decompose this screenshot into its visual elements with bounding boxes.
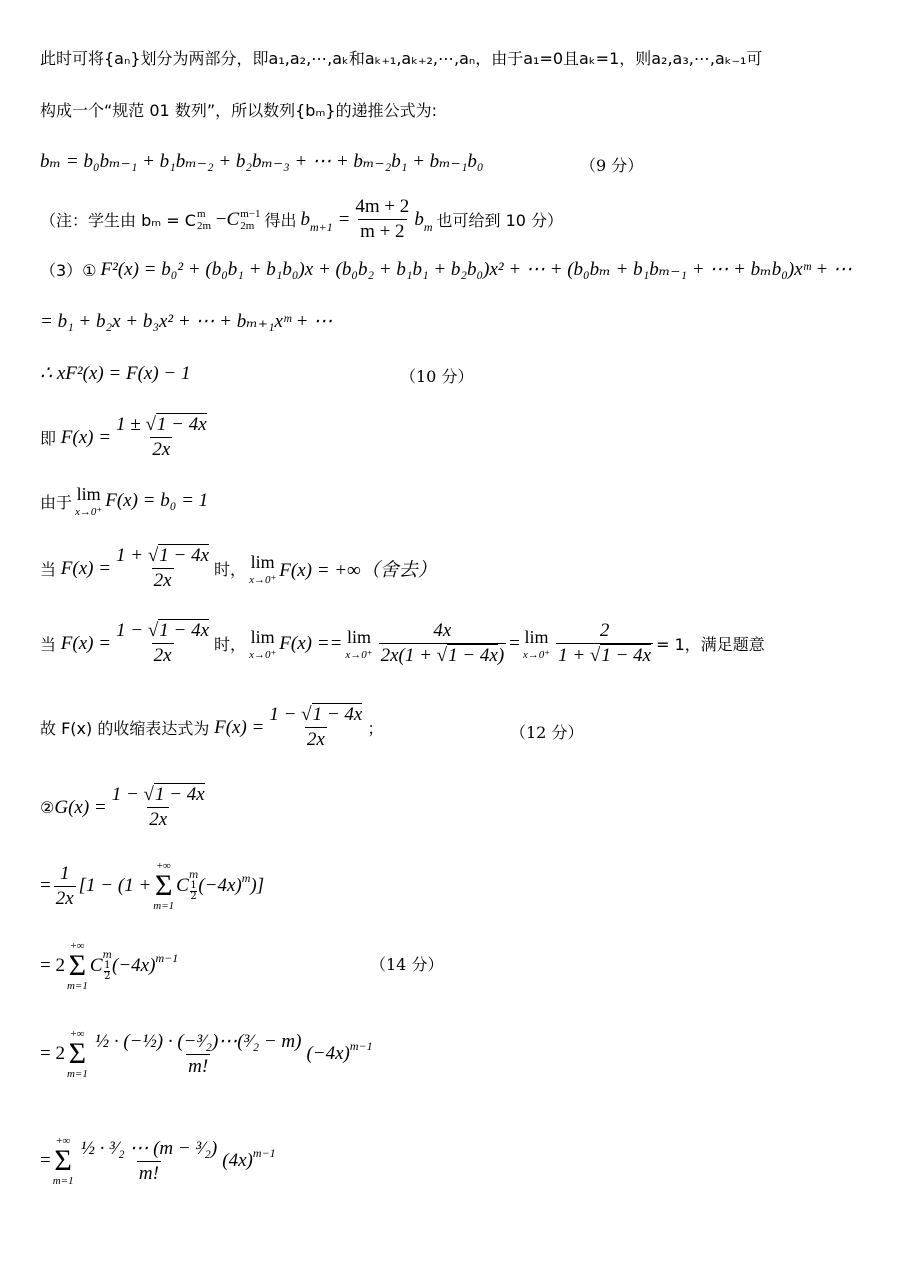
g-expansion-2: = 2 +∞ Σ m=1 C m 1 2 $(-4x)^{m-1}$ <box>40 940 179 992</box>
note-line: （注：学生由 bₘ = C m 2m − C m−1 2m 得出 $b_{m+1}$ = $\frac{4m + 2}{m + 2}$ $b_m$ 也可给到 10 分） <box>40 196 564 242</box>
solution-fraction: $\frac{1 \pm √1 - 4x}{2x}$ <box>116 414 207 460</box>
limit-condition <box>40 484 208 518</box>
sum-symbol-1: +∞ Σ m=1 <box>153 860 175 912</box>
g-expansion-3: = 2 +∞ Σ m=1 $\frac{\text{½ · (−½) · (−³⁄₂)⋯(³⁄₂ − m)}}{m!}$ $(-4x)^{m-1}$ <box>40 1028 373 1080</box>
case-plus: 当 F(x) = $\frac{1 + √1 - 4x}{2x}$ 时， lim x→0⁺ F(x) = +∞（舍去） <box>40 545 437 591</box>
f-squared-text: F²(x) = b₀² + (b₀b₁ + b₁b₀)x + (b₀b₂ + b₁b₁ + b₂b₀)x² + ⋯ + (b₀bₘ + b₁bₘ₋₁ + ⋯ + bₘb₀)xᵐ + ⋯ <box>100 259 852 280</box>
case-minus-prefix: 当 <box>40 635 57 654</box>
g-fraction: $\frac{1 - √1 - 4x}{2x}$ <box>111 784 205 830</box>
part-2-label: ② <box>40 798 55 817</box>
score-12: （12 分） <box>510 723 584 742</box>
case-plus-mid: 时， <box>214 560 247 579</box>
score-14: （14 分） <box>370 955 444 974</box>
g-expansion-1: = $\frac{1}{2x}$ [1 − (1 + +∞ Σ m=1 C m 1 2 $(-4x)^m$)] <box>40 860 265 912</box>
recurrence-formula <box>40 150 484 173</box>
sum-symbol-3: +∞ Σ m=1 <box>66 1028 88 1080</box>
minus-fraction: $\frac{1 - √1 - 4x}{2x}$ <box>116 620 210 666</box>
line-1 <box>40 46 762 69</box>
conclusion-fraction: $\frac{1 - √1 - 4x}{2x}$ <box>269 704 363 750</box>
limit-condition-prefix: 由于 <box>40 492 73 512</box>
binomial-2m-m: m 2m <box>196 207 212 232</box>
line-2-text: 构成一个“规范 01 数列”，所以数列{bₘ}的递推公式为: <box>40 101 437 120</box>
plus-fraction: $\frac{1 + √1 - 4x}{2x}$ <box>116 545 210 591</box>
series-line <box>40 310 332 333</box>
product-fraction-2: $\frac{\text{½ · ³⁄₂ ⋯ (m − ³⁄₂)}}{m!}$ <box>80 1138 218 1184</box>
recurrence-text: bₘ = b₀bₘ₋₁ + b₁bₘ₋₂ + b₂bₘ₋₃ + ⋯ + bₘ₋₂b₁ + bₘ₋₁b₀ <box>40 151 484 172</box>
functional-equation-text: ∴ xF²(x) = F(x) − 1 <box>40 363 191 384</box>
binomial-2m-m-1: C m−1 2m <box>226 207 261 232</box>
solution-prefix: 即 <box>40 429 57 448</box>
g-definition: ② G(x) = $\frac{1 - √1 - 4x}{2x}$ <box>40 784 205 830</box>
score-10: （10 分） <box>400 367 474 386</box>
functional-equation <box>40 362 191 385</box>
limit-symbol-4: lim x→0⁺ <box>345 626 373 661</box>
note-suffix: 也可给到 10 分） <box>436 211 564 230</box>
conclusion-line: 故 F(x) 的收缩表达式为 F(x) = $\frac{1 - √1 - 4x}{2x}$ ； <box>40 704 384 750</box>
product-fraction-1: $\frac{\text{½ · (−½) · (−³⁄₂)⋯(³⁄₂ − m)}}{m!}$ <box>94 1031 302 1077</box>
case-minus-mid: 时， <box>214 635 247 654</box>
conclusion-suffix: ； <box>367 719 384 738</box>
limit-symbol-3: lim x→0⁺ <box>249 626 277 661</box>
line-2 <box>40 98 437 121</box>
note-prefix: （注：学生由 bₘ = C <box>40 211 196 230</box>
solution-line: 即 F(x) = $\frac{1 \pm √1 - 4x}{2x}$ <box>40 414 207 460</box>
rationalized-fraction: $\frac{4x}{2x(1 + √1 - 4x)}$ <box>380 620 505 666</box>
case-minus-result: = 1，满足题意 <box>656 635 765 654</box>
f-squared-expansion <box>40 258 852 281</box>
limit-symbol-5: lim x→0⁺ <box>522 626 551 661</box>
note-mid: 得出 <box>264 211 297 230</box>
score-9: （9 分） <box>580 156 644 175</box>
sum-symbol-4: +∞ Σ m=1 <box>52 1135 74 1187</box>
conclusion-prefix: 故 F(x) 的收缩表达式为 <box>40 719 210 738</box>
case-plus-result: F(x) = +∞（舍去） <box>279 560 437 581</box>
limit-symbol: lim x→0⁺ <box>75 484 103 518</box>
case-minus: 当 F(x) = $\frac{1 - √1 - 4x}{2x}$ 时， lim x→0⁺ F(x) == lim x→0⁺ $\frac{4x}{2x(1 + √1 - 4x)}$ = lim x→0⁺ $\frac{2}{1 + √1 - 4x}$ = 1，满足题意 <box>40 620 765 666</box>
line-1-text: 此时可将{aₙ}划分为两部分，即a₁,a₂,⋯,aₖ和aₖ₊₁,aₖ₊₂,⋯,aₙ，由于a₁=0且aₖ=1，则a₂,a₃,⋯,aₖ₋₁可 <box>40 49 763 68</box>
limit-condition-text: F(x) = b₀ = 1 <box>105 490 209 511</box>
ratio-fraction: $\frac{4m + 2}{m + 2}$ <box>355 196 410 242</box>
limit-symbol-2: lim x→0⁺ <box>249 551 277 586</box>
simplified-fraction: $\frac{2}{1 + √1 - 4x}$ <box>558 620 652 666</box>
g-expansion-4: = +∞ Σ m=1 $\frac{\text{½ · ³⁄₂ ⋯ (m − ³⁄₂)}}{m!}$ $(4x)^{m-1}$ <box>40 1135 276 1187</box>
sum-symbol-2: +∞ Σ m=1 <box>66 940 88 992</box>
series-text: = b₁ + b₂x + b₃x² + ⋯ + bₘ₊₁xᵐ + ⋯ <box>40 311 333 332</box>
part-3-label: （3）① <box>40 261 97 280</box>
case-plus-prefix: 当 <box>40 560 57 579</box>
